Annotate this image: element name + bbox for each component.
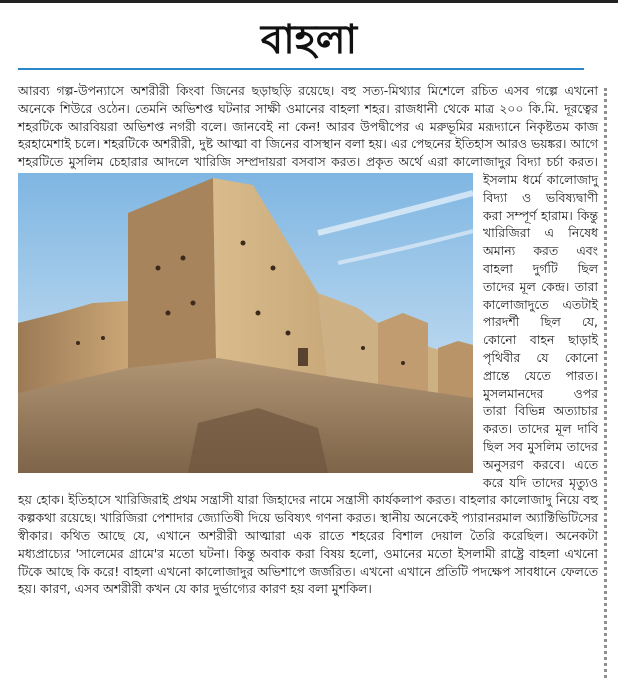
article-text-body: ইসলাম ধর্মে কালোজাদু বিদ্যা ও ভবিষ্যদ্বাণী করা সম্পূর্ণ হারাম। কিন্তু খারিজিরা এ নিষেধ অমান্য করত এবং বাহলা দুর্গটি ছিল তাদের মূল কেন্দ্র। তারা কালোজাদুতে এতটাই পারদর্শী ছিল যে, কোনো বাহন ছাড়াই পৃথিবীর যে কোনো প্রান্তে যেতে পারত। মুসলমানদের ওপর তারা বিভিন্ন অত্যাচার করত। তাদের মূল দাবি ছিল সব মুসলিম তাদের অনুসরণ করবে। এতে করে যদি তাদের মৃত্যুও হয় হোক। ইতিহাসে খারিজিরাই প্রথম সন্ত্রাসী যারা জিহাদের নামে সন্ত্রাসী কার্যকলাপ করত। বাহলার কালোজাদু নিয়ে বহু কল্পকথা রয়েছে। খারিজিরা পেশাদার জ্যোতিষী দিয়ে ভবিষ্যৎ গণনা করত। স্থানীয় অনেকেই প্যারানরমাল অ্যাক্টিভিটিসের স্বীকার। কথিত আছে যে, এখানে অশরীরী আত্মারা এক রাতে শহরের বিশাল দেয়াল তৈরি করেছিল। অনেকটা মধ্যপ্রাচ্যের 'সালেমের গ্রামে'র মতো ঘটনা। কিন্তু অবাক করা বিষয় হলো, ওমানের মতো ইসলামী রাষ্ট্রে বাহলা এখনো টিকে আছে কি করে! বাহলা এখনো কালোজাদুর অভিশাপে জর্জরিত। এখনো এখানে প্রতিটি পদক্ষেপ সাবধানে ফেলতে হয়। কারণ, এসব অশরীরী কখন যে কার দুর্ভাগ্যের কারণ হয় বলা মুশকিল। xyxy=(18,171,598,597)
article-text-intro: আরব্য গল্প-উপন্যাসে অশরীরী কিংবা জিনের ছড়াছড়ি রয়েছে। বহু সত্য-মিথ্যার মিশেলে রচিত এসব গল্পে এখনো অনেকে শিউরে ওঠেন। তেমনি অভিশপ্ত ঘটনার সাক্ষী ওমানের বাহলা শহর। রাজধানী থেকে মাত্র ২০০ কি.মি. দূরত্বের শহরটিকে আরবিয়রা অভিশপ্ত নগরী বলে। জানবেই না কেন! আরব উপদ্বীপের এ মরুভূমির মরূদ্যানে নিকৃষ্টতম কাজ হরহামেশাই চলে। শহরটিকে অশরীরী, দুষ্ট আত্মা বা জিনের বাসস্থান বলা হয়। এর পেছনের ইতিহাস আরও ভয়ঙ্কর। আগে শহরটিতে মুসলিম চেহারার আদলে খারিজি সম্প্রদায়রা বসবাস করত। প্রকৃত অর্থে এরা কালোজাদুর বিদ্যা চর্চা করত। xyxy=(18,83,598,170)
article-paragraph xyxy=(18,82,598,598)
fortress-photo xyxy=(18,173,473,473)
top-rule xyxy=(0,0,618,3)
headline: বাহলা xyxy=(260,16,358,63)
headline-underline xyxy=(18,68,584,70)
dotted-column-border xyxy=(604,88,607,678)
fortress-illustration xyxy=(18,173,473,473)
article-body xyxy=(18,82,598,598)
